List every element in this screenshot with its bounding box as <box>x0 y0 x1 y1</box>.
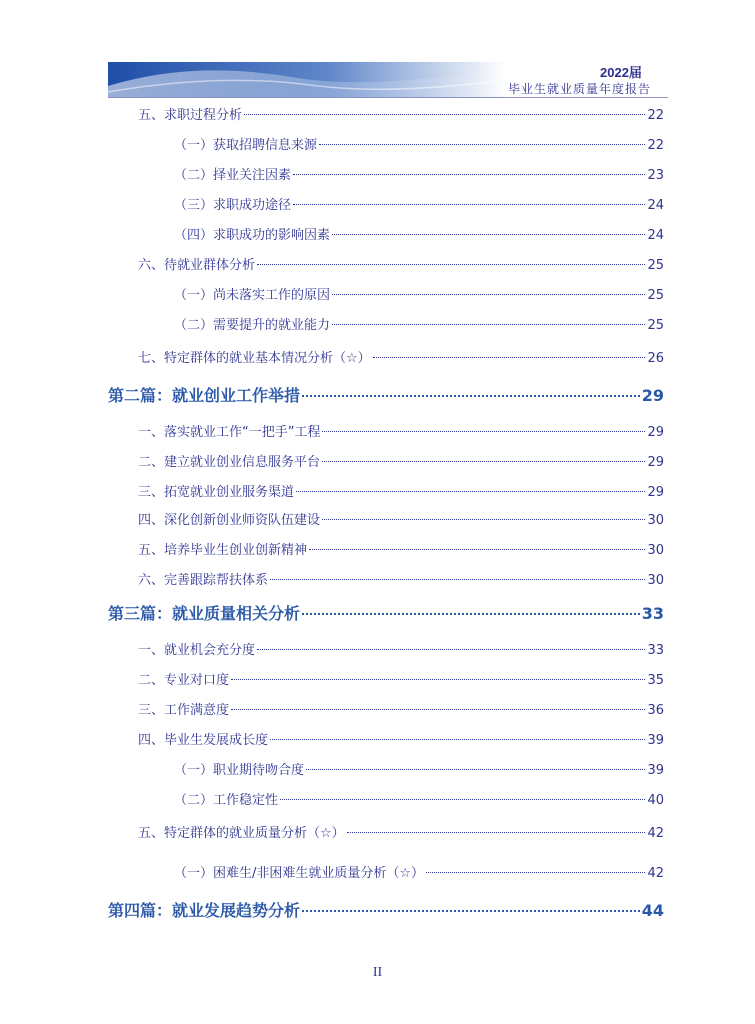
toc-leader-dots <box>309 548 645 550</box>
toc-section-entry[interactable] <box>138 539 664 558</box>
toc-leader-dots <box>270 738 645 740</box>
header-banner-graphic <box>108 62 506 98</box>
toc-leader-dots <box>347 831 646 833</box>
toc-leader-dots <box>244 113 645 115</box>
toc-section-entry[interactable] <box>138 569 664 588</box>
toc-section-entry[interactable] <box>138 451 664 470</box>
toc-entry-label: （四）求职成功的影响因素 <box>174 228 331 243</box>
toc-section-entry[interactable] <box>138 421 664 440</box>
toc-entry-label: （二）择业关注因素 <box>174 168 292 183</box>
toc-entry-label: 五、求职过程分析 <box>138 108 243 123</box>
toc-entry-label: （一）职业期待吻合度 <box>174 763 305 778</box>
toc-subsection-entry[interactable] <box>174 314 664 333</box>
toc-entry-label: 六、完善跟踪帮扶体系 <box>138 573 269 588</box>
toc-entry-page: 25 <box>647 288 664 303</box>
toc-subsection-entry[interactable] <box>174 224 664 243</box>
toc-entry-page: 24 <box>647 228 664 243</box>
toc-leader-dots <box>293 173 645 175</box>
toc-leader-dots <box>373 356 646 358</box>
toc-entry-page: 29 <box>641 386 664 405</box>
toc-part-entry[interactable] <box>108 898 664 921</box>
toc-entry-label: 三、工作满意度 <box>138 703 230 718</box>
toc-entry-page: 30 <box>647 513 664 528</box>
toc-section-entry[interactable] <box>138 254 664 273</box>
toc-leader-dots <box>332 293 645 295</box>
toc-leader-dots <box>306 768 645 770</box>
toc-entry-label: 四、深化创新创业师资队伍建设 <box>138 513 321 528</box>
toc-entry-label: （三）求职成功途径 <box>174 198 292 213</box>
toc-leader-dots <box>302 394 640 397</box>
toc-leader-dots <box>270 578 645 580</box>
toc-section-entry[interactable] <box>138 669 664 688</box>
toc-entry-page: 39 <box>647 733 664 748</box>
toc-section-entry[interactable] <box>138 509 664 528</box>
toc-subsection-entry[interactable] <box>174 194 664 213</box>
toc-leader-dots <box>322 430 645 432</box>
toc-subsection-entry[interactable] <box>174 862 664 881</box>
toc-leader-dots <box>280 798 645 800</box>
toc-entry-page: 26 <box>647 351 664 366</box>
toc-leader-dots <box>231 678 645 680</box>
header-divider <box>108 97 668 98</box>
toc-entry-label: 五、特定群体的就业质量分析（☆） <box>138 826 345 841</box>
toc-subsection-entry[interactable] <box>174 284 664 303</box>
toc-entry-label: 四、毕业生发展成长度 <box>138 733 269 748</box>
toc-section-entry[interactable] <box>138 699 664 718</box>
toc-leader-dots <box>231 708 645 710</box>
toc-leader-dots <box>332 233 645 235</box>
toc-leader-dots <box>302 909 640 912</box>
toc-entry-label: 三、拓宽就业创业服务渠道 <box>138 485 295 500</box>
toc-entry-page: 29 <box>647 425 664 440</box>
toc-leader-dots <box>296 490 645 492</box>
page-header <box>0 0 755 100</box>
page-number: II <box>372 965 383 980</box>
toc-entry-page: 42 <box>647 866 664 881</box>
toc-entry-page: 29 <box>647 455 664 470</box>
toc-entry-label: （二）工作稳定性 <box>174 793 279 808</box>
toc-leader-dots <box>293 203 645 205</box>
toc-entry-label: （二）需要提升的就业能力 <box>174 318 331 333</box>
toc-entry-label: 五、培养毕业生创业创新精神 <box>138 543 308 558</box>
toc-entry-page: 35 <box>647 673 664 688</box>
toc-subsection-entry[interactable] <box>174 759 664 778</box>
header-report-title: 毕业生就业质量年度报告 <box>508 82 652 96</box>
toc-leader-dots <box>319 143 645 145</box>
toc-section-entry[interactable] <box>138 822 664 841</box>
toc-entry-label: 第三篇：就业质量相关分析 <box>108 604 301 623</box>
toc-entry-label: （一）获取招聘信息来源 <box>174 138 318 153</box>
toc-entry-label: 二、建立就业创业信息服务平台 <box>138 455 321 470</box>
toc-entry-page: 29 <box>647 485 664 500</box>
toc-entry-label: （一）困难生/非困难生就业质量分析（☆） <box>174 866 425 881</box>
toc-leader-dots <box>322 518 645 520</box>
toc-entry-page: 40 <box>647 793 664 808</box>
toc-entry-page: 22 <box>647 108 664 123</box>
toc-entry-page: 22 <box>647 138 664 153</box>
toc-subsection-entry[interactable] <box>174 789 664 808</box>
toc-leader-dots <box>302 612 640 615</box>
toc-part-entry[interactable] <box>108 601 664 624</box>
toc-leader-dots <box>322 460 645 462</box>
toc-entry-page: 25 <box>647 258 664 273</box>
toc-leader-dots <box>257 263 645 265</box>
toc-leader-dots <box>426 871 645 873</box>
toc-entry-page: 39 <box>647 763 664 778</box>
toc-part-entry[interactable] <box>108 383 664 406</box>
toc-entry-label: 七、特定群体的就业基本情况分析（☆） <box>138 351 371 366</box>
toc-entry-page: 33 <box>647 643 664 658</box>
toc-entry-label: 第二篇：就业创业工作举措 <box>108 386 301 405</box>
toc-entry-label: 六、待就业群体分析 <box>138 258 256 273</box>
toc-subsection-entry[interactable] <box>174 134 664 153</box>
toc-entry-label: 一、落实就业工作“一把手”工程 <box>138 425 321 440</box>
toc-entry-label: 一、就业机会充分度 <box>138 643 256 658</box>
toc-entry-page: 42 <box>647 826 664 841</box>
toc-leader-dots <box>332 323 645 325</box>
toc-entry-page: 24 <box>647 198 664 213</box>
toc-section-entry[interactable] <box>138 729 664 748</box>
toc-entry-page: 36 <box>647 703 664 718</box>
toc-entry-label: 二、专业对口度 <box>138 673 230 688</box>
toc-entry-label: （一）尚未落实工作的原因 <box>174 288 331 303</box>
toc-section-entry[interactable] <box>138 639 664 658</box>
toc-section-entry[interactable] <box>138 347 664 366</box>
toc-entry-page: 25 <box>647 318 664 333</box>
toc-entry-page: 33 <box>641 604 664 623</box>
toc-entry-page: 23 <box>647 168 664 183</box>
toc-entry-label: 第四篇：就业发展趋势分析 <box>108 901 301 920</box>
toc-subsection-entry[interactable] <box>174 164 664 183</box>
toc-entry-page: 30 <box>647 543 664 558</box>
toc-section-entry[interactable] <box>138 104 664 123</box>
toc-entry-page: 44 <box>641 901 664 920</box>
toc-entry-page: 30 <box>647 573 664 588</box>
toc-section-entry[interactable] <box>138 481 664 500</box>
toc-leader-dots <box>257 648 645 650</box>
header-year: 2022届 <box>600 65 642 80</box>
